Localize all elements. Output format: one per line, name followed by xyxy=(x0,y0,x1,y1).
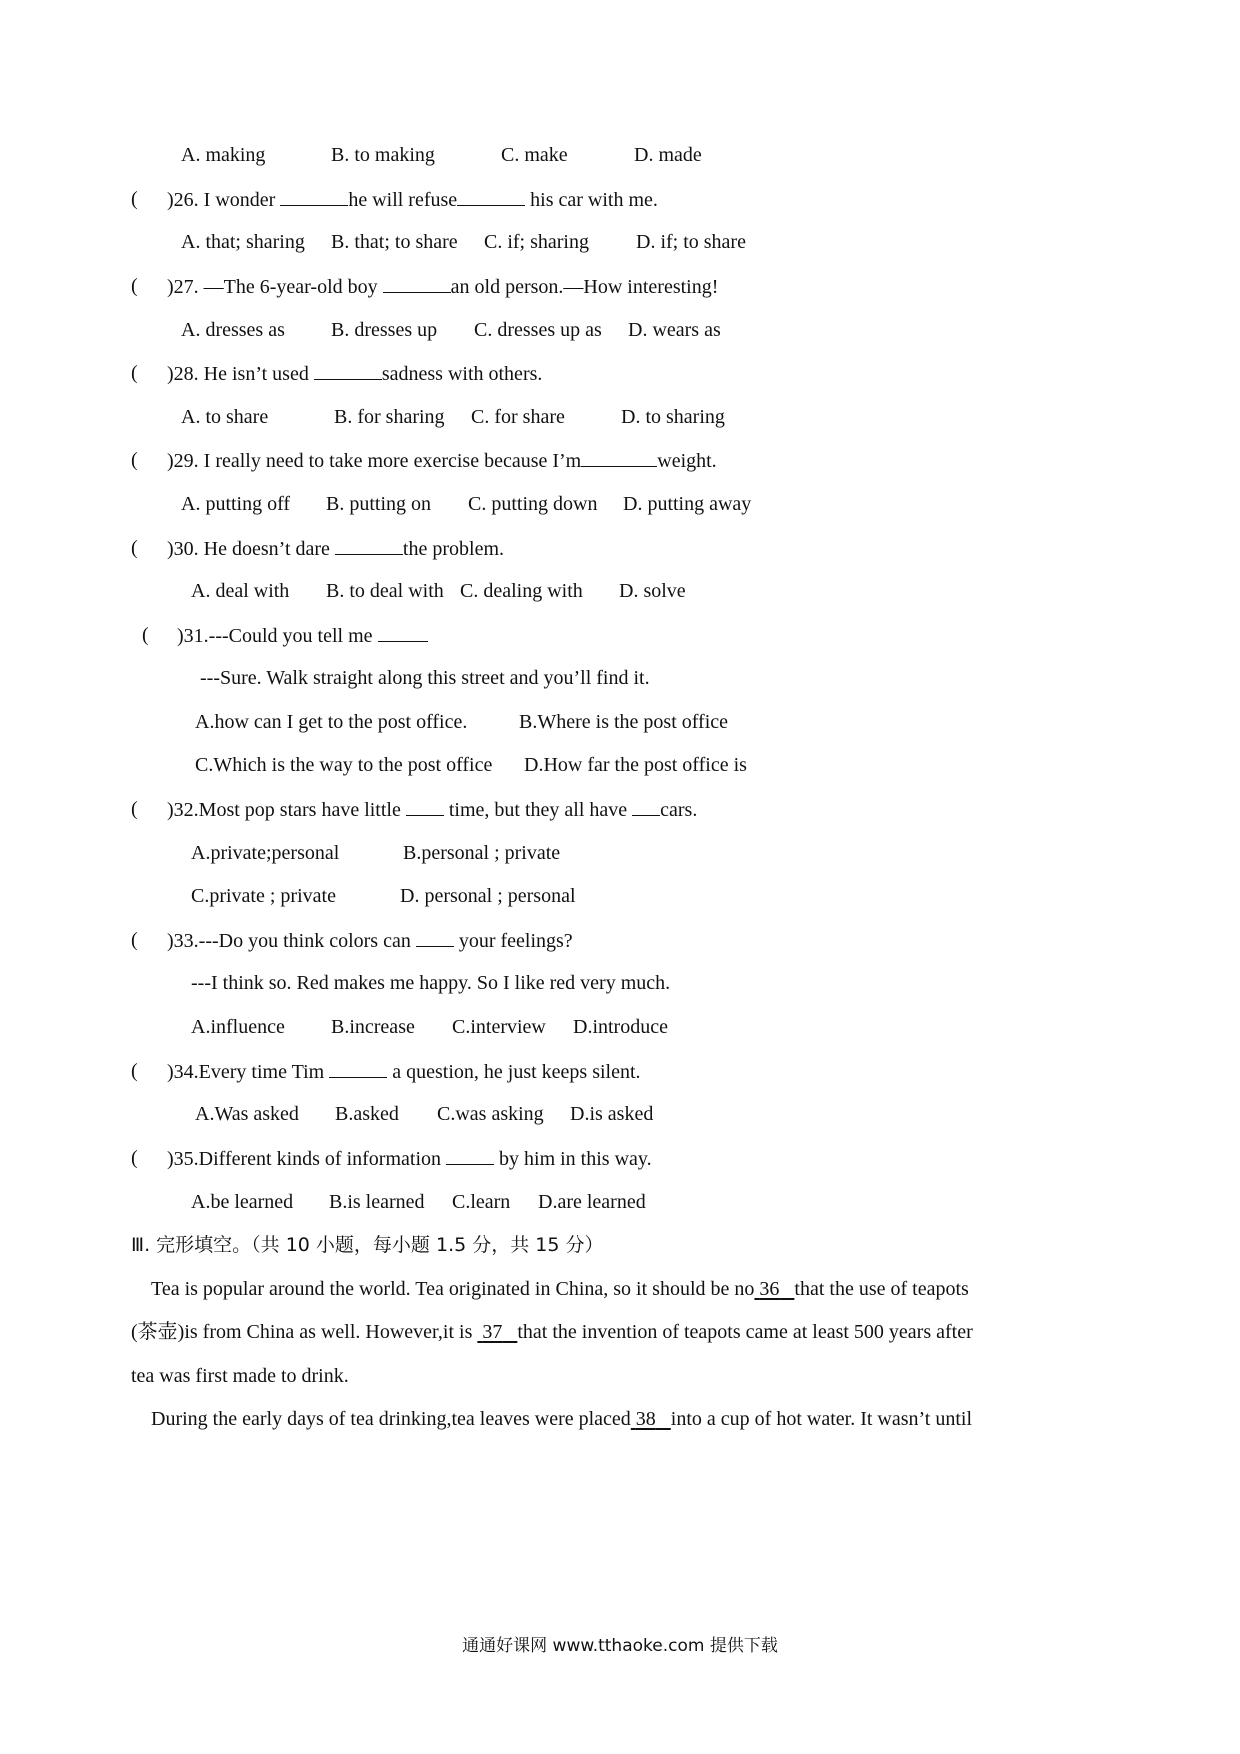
passage-text: that the use of teapots xyxy=(794,1278,969,1300)
option-a: A.Was asked xyxy=(195,1103,299,1125)
passage-line xyxy=(151,1405,972,1433)
option-a: A. that; sharing xyxy=(181,231,305,253)
question-28 xyxy=(167,359,542,388)
question-28-end: sadness with others. xyxy=(381,363,543,385)
question-33-paren: ( xyxy=(131,929,138,951)
question-31-paren: ( xyxy=(142,624,149,646)
question-28-paren: ( xyxy=(131,362,138,384)
question-30-end: the problem. xyxy=(402,538,505,560)
option-a: A. to share xyxy=(181,406,269,428)
cloze-blank-38 xyxy=(631,1408,671,1430)
option-d: D. to sharing xyxy=(621,406,725,428)
option-c: C. if; sharing xyxy=(484,231,589,253)
answer-blank xyxy=(314,359,382,380)
option-a: A. putting off xyxy=(181,493,291,515)
cloze-number: 36 xyxy=(759,1278,780,1300)
question-32-paren: ( xyxy=(131,798,138,820)
question-33-answer-line: ---I think so. Red makes me happy. So I like red very much. xyxy=(191,972,671,994)
section-heading: Ⅲ. 完形填空。（共 10 小题，每小题 1.5 分，共 15 分） xyxy=(131,1234,604,1256)
option-a: A.private;personal xyxy=(191,842,340,864)
option-c: C.private ; private xyxy=(191,885,336,907)
question-34-paren: ( xyxy=(131,1060,138,1082)
page-footer: 通通好课网 www.tthaoke.com 提供下载 xyxy=(462,1636,778,1656)
question-35-stem: )35.Different kinds of information xyxy=(167,1148,442,1170)
question-29-stem: )29. I really need to take more exercise because I’m xyxy=(167,450,582,472)
option-c: C. make xyxy=(501,144,568,166)
question-26-paren: ( xyxy=(131,188,138,210)
question-32-end: cars. xyxy=(660,799,698,821)
question-27-stem: )27. —The 6-year-old boy xyxy=(167,276,378,298)
passage-text: Tea is popular around the world. Tea originated in China, so it should be no xyxy=(151,1278,755,1300)
option-d: D. made xyxy=(634,144,702,166)
cloze-blank-36 xyxy=(754,1278,794,1300)
question-29 xyxy=(167,446,717,475)
passage-text: (茶壶)is from China as well. However,it is xyxy=(131,1321,473,1343)
question-32 xyxy=(167,795,697,824)
question-29-end: weight. xyxy=(657,450,717,472)
question-26-mid: he will refuse xyxy=(348,189,458,211)
question-27 xyxy=(167,272,718,301)
passage-line: tea was first made to drink. xyxy=(131,1365,349,1387)
option-c: C.was asking xyxy=(437,1103,544,1125)
question-29-paren: ( xyxy=(131,449,138,471)
option-d: D.are learned xyxy=(538,1191,646,1213)
question-32-mid: time, but they all have xyxy=(448,799,628,821)
option-a: A. dresses as xyxy=(181,319,285,341)
question-26 xyxy=(167,185,658,214)
question-31-answer-line: ---Sure. Walk straight along this street and you’ll find it. xyxy=(200,667,650,689)
option-d: D. personal ; personal xyxy=(400,885,576,907)
option-d: D.How far the post office is xyxy=(524,754,747,776)
answer-blank xyxy=(335,534,403,555)
question-35 xyxy=(167,1144,652,1173)
question-33-stem: )33.---Do you think colors can xyxy=(167,930,411,952)
question-26-stem: )26. I wonder xyxy=(167,189,276,211)
option-b: B. to deal with xyxy=(326,580,444,602)
question-35-end: by him in this way. xyxy=(499,1148,652,1170)
answer-blank xyxy=(406,795,444,816)
answer-blank xyxy=(280,185,348,206)
passage-line xyxy=(151,1275,969,1303)
cloze-blank-37 xyxy=(477,1321,517,1343)
answer-blank xyxy=(457,185,525,206)
option-a: A. making xyxy=(181,144,266,166)
option-b: B.personal ; private xyxy=(403,842,561,864)
question-28-stem: )28. He isn’t used xyxy=(167,363,309,385)
option-d: D. if; to share xyxy=(636,231,746,253)
option-c: C. dealing with xyxy=(460,580,583,602)
option-d: D. putting away xyxy=(623,493,752,515)
answer-blank xyxy=(378,621,428,642)
option-b: B.is learned xyxy=(329,1191,425,1213)
option-c: C. putting down xyxy=(468,493,598,515)
question-30-paren: ( xyxy=(131,537,138,559)
option-c: C. for share xyxy=(471,406,565,428)
option-b: B.Where is the post office xyxy=(519,711,729,733)
option-b: B. that; to share xyxy=(331,231,458,253)
passage-text: that the invention of teapots came at least 500 years after xyxy=(517,1321,973,1343)
option-b: B. dresses up xyxy=(331,319,438,341)
option-d: D.introduce xyxy=(573,1016,668,1038)
passage-text: During the early days of tea drinking,tea leaves were placed xyxy=(151,1408,631,1430)
option-c: C. dresses up as xyxy=(474,319,602,341)
cloze-number: 38 xyxy=(635,1408,656,1430)
option-c: C.Which is the way to the post office xyxy=(195,754,493,776)
question-35-paren: ( xyxy=(131,1147,138,1169)
passage-line xyxy=(131,1318,973,1346)
answer-blank xyxy=(632,795,660,816)
question-30-stem: )30. He doesn’t dare xyxy=(167,538,330,560)
option-a: A.be learned xyxy=(191,1191,294,1213)
passage-text: into a cup of hot water. It wasn’t until xyxy=(670,1408,973,1430)
question-32-stem: )32.Most pop stars have little xyxy=(167,799,401,821)
option-b: B. for sharing xyxy=(334,406,445,428)
option-d: D. wears as xyxy=(628,319,721,341)
question-33 xyxy=(167,926,573,955)
answer-blank xyxy=(329,1057,387,1078)
question-34-end: a question, he just keeps silent. xyxy=(392,1061,641,1083)
answer-blank xyxy=(383,272,451,293)
question-27-paren: ( xyxy=(131,275,138,297)
question-31-stem: )31.---Could you tell me xyxy=(177,625,373,647)
cloze-number: 37 xyxy=(482,1321,503,1343)
option-a: A.influence xyxy=(191,1016,285,1038)
question-33-end: your feelings? xyxy=(458,930,573,952)
question-31 xyxy=(177,621,428,650)
option-b: B.asked xyxy=(335,1103,399,1125)
answer-blank xyxy=(446,1144,494,1165)
answer-blank xyxy=(416,926,454,947)
option-d: D.is asked xyxy=(570,1103,654,1125)
question-34 xyxy=(167,1057,641,1086)
question-30 xyxy=(167,534,504,563)
question-26-end: his car with me. xyxy=(530,189,658,211)
answer-blank xyxy=(581,446,657,467)
option-a: A.how can I get to the post office. xyxy=(195,711,468,733)
question-34-stem: )34.Every time Tim xyxy=(167,1061,325,1083)
option-b: B.increase xyxy=(331,1016,415,1038)
option-b: B. putting on xyxy=(326,493,432,515)
option-d: D. solve xyxy=(619,580,686,602)
option-c: C.interview xyxy=(452,1016,546,1038)
option-b: B. to making xyxy=(331,144,435,166)
option-a: A. deal with xyxy=(191,580,290,602)
option-c: C.learn xyxy=(452,1191,511,1213)
question-27-end: an old person.—How interesting! xyxy=(450,276,719,298)
